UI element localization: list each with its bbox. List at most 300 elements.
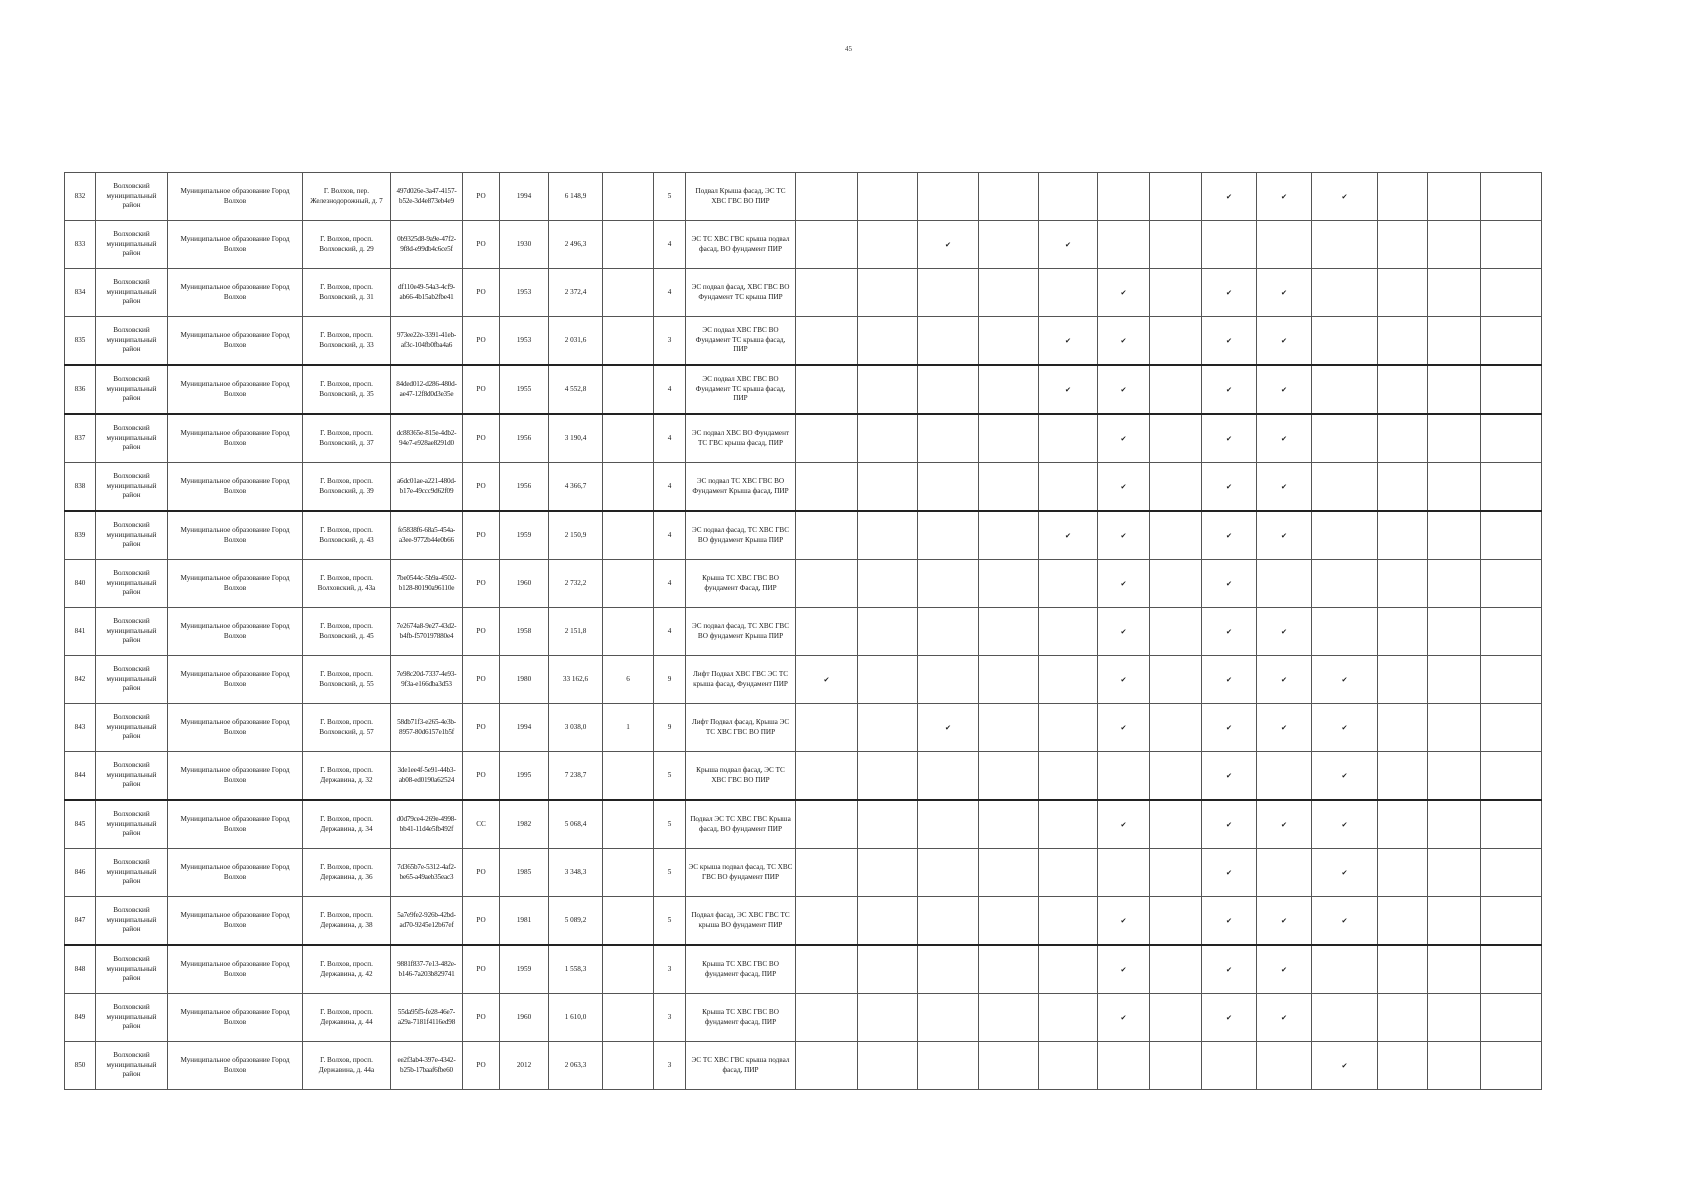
work-check-cell [1378, 608, 1428, 656]
work-check-cell: ✔ [1098, 945, 1150, 994]
table-row [65, 317, 1542, 366]
fund-form-cell: РО [463, 752, 500, 801]
work-check-cell [1481, 849, 1542, 897]
works-list-cell: Подвал ЭС ТС ХВС ГВС Крыша фасад, ВО фундамент ПИР [686, 800, 796, 849]
building-address-cell: Г. Волхов, просп. Волховский, д. 55 [303, 656, 391, 704]
work-check-cell [1150, 269, 1202, 317]
work-check-cell: ✔ [1098, 414, 1150, 463]
work-check-cell [1481, 511, 1542, 560]
work-check-cell [918, 173, 979, 221]
building-address-cell: Г. Волхов, пер. Железнодорожный, д. 7 [303, 173, 391, 221]
work-check-cell [858, 463, 918, 512]
construction-year-cell: 1960 [500, 994, 549, 1042]
work-check-cell [858, 656, 918, 704]
building-guid-cell: 3de1ee4f-5e91-44b3-ab08-ed0190a62524 [391, 752, 463, 801]
work-check-cell: ✔ [1257, 414, 1312, 463]
table-row [65, 173, 1542, 221]
work-check-cell: ✔ [1202, 656, 1257, 704]
work-check-cell [1257, 752, 1312, 801]
works-list-cell: Крыша подвал фасад, ЭС ТС ХВС ГВС ВО ПИР [686, 752, 796, 801]
fund-form-cell: РО [463, 173, 500, 221]
total-area-cell: 4 552,8 [549, 365, 603, 414]
work-check-cell: ✔ [1257, 269, 1312, 317]
work-check-cell: ✔ [1039, 221, 1098, 269]
row-number-cell: 836 [65, 365, 96, 414]
work-check-cell: ✔ [1098, 704, 1150, 752]
work-check-cell [1481, 365, 1542, 414]
work-check-cell [1312, 221, 1378, 269]
work-check-cell: ✔ [1202, 945, 1257, 994]
works-list-cell: Крыша ТС ХВС ГВС ВО фундамент фасад, ПИР [686, 945, 796, 994]
table-row [65, 269, 1542, 317]
district-name-cell: Волховский муниципальный район [96, 704, 168, 752]
district-name-cell: Волховский муниципальный район [96, 608, 168, 656]
table-row [65, 511, 1542, 560]
lift-count-cell [603, 269, 654, 317]
work-check-cell [1481, 463, 1542, 512]
work-check-cell [1039, 994, 1098, 1042]
work-check-cell [858, 752, 918, 801]
municipality-name-cell: Муниципальное образование Город Волхов [168, 656, 303, 704]
building-address-cell: Г. Волхов, просп. Волховский, д. 37 [303, 414, 391, 463]
row-number-cell: 839 [65, 511, 96, 560]
district-name-cell: Волховский муниципальный район [96, 317, 168, 366]
building-address-cell: Г. Волхов, просп. Волховский, д. 35 [303, 365, 391, 414]
work-check-cell [979, 608, 1039, 656]
work-check-cell [1150, 463, 1202, 512]
work-check-cell [979, 269, 1039, 317]
work-check-cell [1202, 221, 1257, 269]
work-check-cell [1257, 849, 1312, 897]
floor-count-cell: 9 [654, 656, 686, 704]
work-check-cell [918, 752, 979, 801]
buildings-table [64, 172, 1542, 1090]
work-check-cell [796, 317, 858, 366]
work-check-cell [1481, 317, 1542, 366]
floor-count-cell: 5 [654, 173, 686, 221]
row-number-cell: 849 [65, 994, 96, 1042]
work-check-cell: ✔ [1202, 317, 1257, 366]
building-address-cell: Г. Волхов, просп. Волховский, д. 39 [303, 463, 391, 512]
building-guid-cell: 7be0544c-5b9a-4502-b128-80190a96110e [391, 560, 463, 608]
municipality-name-cell: Муниципальное образование Город Волхов [168, 994, 303, 1042]
work-check-cell [796, 897, 858, 946]
work-check-cell [796, 608, 858, 656]
row-number-cell: 842 [65, 656, 96, 704]
work-check-cell [979, 656, 1039, 704]
work-check-cell: ✔ [1202, 994, 1257, 1042]
row-number-cell: 845 [65, 800, 96, 849]
district-name-cell: Волховский муниципальный район [96, 414, 168, 463]
work-check-cell: ✔ [1312, 752, 1378, 801]
work-check-cell [1378, 269, 1428, 317]
work-check-cell [858, 994, 918, 1042]
construction-year-cell: 1953 [500, 269, 549, 317]
work-check-cell [1039, 608, 1098, 656]
table-row [65, 849, 1542, 897]
work-check-cell [1428, 897, 1481, 946]
work-check-cell: ✔ [1257, 945, 1312, 994]
work-check-cell [1428, 173, 1481, 221]
work-check-cell [1378, 800, 1428, 849]
row-number-cell: 841 [65, 608, 96, 656]
work-check-cell [1150, 945, 1202, 994]
work-check-cell [858, 221, 918, 269]
work-check-cell [796, 414, 858, 463]
row-number-cell: 840 [65, 560, 96, 608]
municipality-name-cell: Муниципальное образование Город Волхов [168, 560, 303, 608]
floor-count-cell: 4 [654, 560, 686, 608]
work-check-cell [1428, 945, 1481, 994]
work-check-cell [1378, 414, 1428, 463]
works-list-cell: ЭС подвал ХВС ГВС ВО Фундамент ТС крыша фасад, ПИР [686, 317, 796, 366]
district-name-cell: Волховский муниципальный район [96, 365, 168, 414]
work-check-cell [979, 752, 1039, 801]
work-check-cell: ✔ [1202, 800, 1257, 849]
work-check-cell: ✔ [1257, 656, 1312, 704]
municipality-name-cell: Муниципальное образование Город Волхов [168, 221, 303, 269]
work-check-cell [1428, 414, 1481, 463]
building-guid-cell: 0b9325d8-9a9e-47f2-9f8d-e99db4c6ce5f [391, 221, 463, 269]
building-address-cell: Г. Волхов, просп. Волховский, д. 43 [303, 511, 391, 560]
table-row [65, 800, 1542, 849]
work-check-cell [1039, 849, 1098, 897]
work-check-cell [1039, 704, 1098, 752]
work-check-cell [1039, 560, 1098, 608]
lift-count-cell [603, 414, 654, 463]
floor-count-cell: 5 [654, 849, 686, 897]
fund-form-cell: РО [463, 897, 500, 946]
work-check-cell: ✔ [1257, 800, 1312, 849]
construction-year-cell: 1994 [500, 173, 549, 221]
work-check-cell [1150, 800, 1202, 849]
total-area-cell: 1 558,3 [549, 945, 603, 994]
building-address-cell: Г. Волхов, просп. Волховский, д. 29 [303, 221, 391, 269]
district-name-cell: Волховский муниципальный район [96, 221, 168, 269]
work-check-cell [858, 897, 918, 946]
table-row [65, 1042, 1542, 1090]
district-name-cell: Волховский муниципальный район [96, 752, 168, 801]
work-check-cell [858, 511, 918, 560]
row-number-cell: 850 [65, 1042, 96, 1090]
work-check-cell [1312, 945, 1378, 994]
work-check-cell [1150, 608, 1202, 656]
fund-form-cell: РО [463, 269, 500, 317]
works-list-cell: Подвал Крыша фасад, ЭС ТС ХВС ГВС ВО ПИР [686, 173, 796, 221]
work-check-cell [858, 560, 918, 608]
work-check-cell [1257, 221, 1312, 269]
construction-year-cell: 1985 [500, 849, 549, 897]
work-check-cell [1428, 994, 1481, 1042]
building-guid-cell: d0d79ce4-269e-4998-bb41-11d4e5fb492f [391, 800, 463, 849]
work-check-cell [918, 945, 979, 994]
work-check-cell [979, 994, 1039, 1042]
work-check-cell [918, 800, 979, 849]
work-check-cell: ✔ [1098, 365, 1150, 414]
work-check-cell [1428, 269, 1481, 317]
work-check-cell [796, 945, 858, 994]
work-check-cell [1378, 173, 1428, 221]
work-check-cell [1378, 1042, 1428, 1090]
work-check-cell [979, 1042, 1039, 1090]
municipality-name-cell: Муниципальное образование Город Волхов [168, 608, 303, 656]
work-check-cell [1378, 317, 1428, 366]
building-guid-cell: 55da95f5-fe28-46e7-a29a-7181f4116ed98 [391, 994, 463, 1042]
work-check-cell: ✔ [1039, 365, 1098, 414]
building-address-cell: Г. Волхов, просп. Волховский, д. 57 [303, 704, 391, 752]
building-address-cell: Г. Волхов, просп. Державина, д. 36 [303, 849, 391, 897]
row-number-cell: 846 [65, 849, 96, 897]
building-guid-cell: df110e49-54a3-4cf9-ab66-4b15ab2fbe41 [391, 269, 463, 317]
row-number-cell: 832 [65, 173, 96, 221]
work-check-cell [1039, 173, 1098, 221]
work-check-cell [796, 365, 858, 414]
construction-year-cell: 1960 [500, 560, 549, 608]
work-check-cell: ✔ [1257, 897, 1312, 946]
work-check-cell: ✔ [1098, 560, 1150, 608]
work-check-cell [1312, 414, 1378, 463]
district-name-cell: Волховский муниципальный район [96, 173, 168, 221]
fund-form-cell: РО [463, 849, 500, 897]
total-area-cell: 3 348,3 [549, 849, 603, 897]
fund-form-cell: РО [463, 463, 500, 512]
works-list-cell: ЭС крыша подвал фасад, ТС ХВС ГВС ВО фундамент ПИР [686, 849, 796, 897]
work-check-cell [858, 704, 918, 752]
municipality-name-cell: Муниципальное образование Город Волхов [168, 269, 303, 317]
table-body [65, 173, 1542, 1090]
work-check-cell: ✔ [1257, 365, 1312, 414]
building-address-cell: Г. Волхов, просп. Державина, д. 34 [303, 800, 391, 849]
work-check-cell [1378, 752, 1428, 801]
row-number-cell: 837 [65, 414, 96, 463]
fund-form-cell: РО [463, 221, 500, 269]
work-check-cell [796, 221, 858, 269]
lift-count-cell [603, 365, 654, 414]
work-check-cell: ✔ [1098, 463, 1150, 512]
total-area-cell: 7 238,7 [549, 752, 603, 801]
work-check-cell: ✔ [1098, 511, 1150, 560]
work-check-cell [1039, 463, 1098, 512]
work-check-cell [1428, 1042, 1481, 1090]
district-name-cell: Волховский муниципальный район [96, 897, 168, 946]
work-check-cell [1481, 800, 1542, 849]
work-check-cell: ✔ [1202, 173, 1257, 221]
floor-count-cell: 5 [654, 752, 686, 801]
district-name-cell: Волховский муниципальный район [96, 269, 168, 317]
work-check-cell [1481, 945, 1542, 994]
work-check-cell [1378, 365, 1428, 414]
work-check-cell [979, 849, 1039, 897]
work-check-cell [1378, 463, 1428, 512]
lift-count-cell [603, 994, 654, 1042]
work-check-cell: ✔ [1312, 704, 1378, 752]
work-check-cell [1150, 221, 1202, 269]
work-check-cell [1150, 1042, 1202, 1090]
work-check-cell [1257, 560, 1312, 608]
floor-count-cell: 4 [654, 608, 686, 656]
district-name-cell: Волховский муниципальный район [96, 994, 168, 1042]
work-check-cell: ✔ [1202, 511, 1257, 560]
construction-year-cell: 1982 [500, 800, 549, 849]
work-check-cell [979, 221, 1039, 269]
work-check-cell [918, 1042, 979, 1090]
building-guid-cell: fe5838f6-68a5-454a-a3ee-9772b44e0b66 [391, 511, 463, 560]
work-check-cell: ✔ [1039, 317, 1098, 366]
work-check-cell [796, 560, 858, 608]
work-check-cell [1039, 800, 1098, 849]
work-check-cell [1481, 897, 1542, 946]
work-check-cell: ✔ [1257, 704, 1312, 752]
fund-form-cell: РО [463, 704, 500, 752]
work-check-cell [1150, 849, 1202, 897]
total-area-cell: 5 089,2 [549, 897, 603, 946]
floor-count-cell: 3 [654, 1042, 686, 1090]
work-check-cell [796, 994, 858, 1042]
row-number-cell: 833 [65, 221, 96, 269]
work-check-cell [1312, 269, 1378, 317]
work-check-cell [1481, 221, 1542, 269]
work-check-cell [979, 463, 1039, 512]
floor-count-cell: 4 [654, 414, 686, 463]
work-check-cell [858, 414, 918, 463]
row-number-cell: 847 [65, 897, 96, 946]
works-list-cell: Крыша ТС ХВС ГВС ВО фундамент Фасад, ПИР [686, 560, 796, 608]
works-list-cell: ЭС подвал ХВС ГВС ВО Фундамент ТС крыша фасад, ПИР [686, 365, 796, 414]
municipality-name-cell: Муниципальное образование Город Волхов [168, 849, 303, 897]
work-check-cell [858, 608, 918, 656]
works-list-cell: Крыша ТС ХВС ГВС ВО фундамент фасад, ПИР [686, 994, 796, 1042]
work-check-cell: ✔ [1312, 849, 1378, 897]
total-area-cell: 6 148,9 [549, 173, 603, 221]
fund-form-cell: РО [463, 511, 500, 560]
work-check-cell: ✔ [1257, 317, 1312, 366]
work-check-cell: ✔ [1202, 704, 1257, 752]
work-check-cell [796, 269, 858, 317]
building-address-cell: Г. Волхов, просп. Державина, д. 44а [303, 1042, 391, 1090]
construction-year-cell: 1956 [500, 414, 549, 463]
work-check-cell [918, 849, 979, 897]
work-check-cell [979, 414, 1039, 463]
work-check-cell [858, 945, 918, 994]
work-check-cell [1098, 1042, 1150, 1090]
work-check-cell [1428, 365, 1481, 414]
works-list-cell: ЭС подвал ТС ХВС ГВС ВО Фундамент Крыша фасад, ПИР [686, 463, 796, 512]
row-number-cell: 848 [65, 945, 96, 994]
work-check-cell: ✔ [1257, 463, 1312, 512]
building-address-cell: Г. Волхов, просп. Волховский, д. 45 [303, 608, 391, 656]
work-check-cell [1428, 511, 1481, 560]
floor-count-cell: 4 [654, 221, 686, 269]
work-check-cell [796, 849, 858, 897]
table-row [65, 897, 1542, 946]
building-guid-cell: 497d026e-3a47-4157-b52e-3d4e873eb4e9 [391, 173, 463, 221]
work-check-cell [1378, 656, 1428, 704]
work-check-cell [1202, 1042, 1257, 1090]
total-area-cell: 2 150,9 [549, 511, 603, 560]
works-list-cell: ЭС ТС ХВС ГВС крыша подвал фасад, ВО фундамент ПИР [686, 221, 796, 269]
floor-count-cell: 4 [654, 463, 686, 512]
work-check-cell [1039, 897, 1098, 946]
district-name-cell: Волховский муниципальный район [96, 463, 168, 512]
building-guid-cell: ee2f3ab4-397e-4342-b25b-17baaf6fbe60 [391, 1042, 463, 1090]
work-check-cell [1481, 656, 1542, 704]
row-number-cell: 843 [65, 704, 96, 752]
construction-year-cell: 1930 [500, 221, 549, 269]
work-check-cell [1481, 752, 1542, 801]
work-check-cell: ✔ [1257, 511, 1312, 560]
work-check-cell [858, 269, 918, 317]
building-guid-cell: 9881f837-7e13-482e-b146-7a203b829741 [391, 945, 463, 994]
work-check-cell [918, 897, 979, 946]
construction-year-cell: 1959 [500, 945, 549, 994]
fund-form-cell: РО [463, 414, 500, 463]
work-check-cell: ✔ [918, 704, 979, 752]
work-check-cell [858, 365, 918, 414]
work-check-cell [858, 173, 918, 221]
work-check-cell [1378, 945, 1428, 994]
total-area-cell: 4 366,7 [549, 463, 603, 512]
works-list-cell: Лифт Подвал фасад, Крыша ЭС ТС ХВС ГВС ВО ПИР [686, 704, 796, 752]
fund-form-cell: РО [463, 317, 500, 366]
work-check-cell: ✔ [1202, 752, 1257, 801]
building-address-cell: Г. Волхов, просп. Волховский, д. 33 [303, 317, 391, 366]
work-check-cell [1150, 560, 1202, 608]
lift-count-cell [603, 1042, 654, 1090]
work-check-cell [1378, 560, 1428, 608]
lift-count-cell [603, 752, 654, 801]
work-check-cell: ✔ [1257, 173, 1312, 221]
total-area-cell: 3 190,4 [549, 414, 603, 463]
total-area-cell: 3 038,0 [549, 704, 603, 752]
work-check-cell [1150, 994, 1202, 1042]
page-number: 45 [845, 45, 852, 53]
works-list-cell: Лифт Подвал ХВС ГВС ЭС ТС крыша фасад, Фундамент ПИР [686, 656, 796, 704]
building-address-cell: Г. Волхов, просп. Державина, д. 44 [303, 994, 391, 1042]
work-check-cell [1150, 656, 1202, 704]
work-check-cell [1150, 752, 1202, 801]
work-check-cell [1098, 752, 1150, 801]
work-check-cell [1481, 994, 1542, 1042]
work-check-cell [918, 317, 979, 366]
total-area-cell: 5 068,4 [549, 800, 603, 849]
municipality-name-cell: Муниципальное образование Город Волхов [168, 704, 303, 752]
work-check-cell: ✔ [1202, 414, 1257, 463]
district-name-cell: Волховский муниципальный район [96, 560, 168, 608]
work-check-cell: ✔ [1098, 994, 1150, 1042]
fund-form-cell: РО [463, 945, 500, 994]
work-check-cell [979, 173, 1039, 221]
municipality-name-cell: Муниципальное образование Город Волхов [168, 317, 303, 366]
table-row [65, 945, 1542, 994]
table-row [65, 656, 1542, 704]
fund-form-cell: РО [463, 608, 500, 656]
fund-form-cell: РО [463, 1042, 500, 1090]
floor-count-cell: 9 [654, 704, 686, 752]
building-guid-cell: dc88365e-815e-4db2-94e7-e928ae8291d0 [391, 414, 463, 463]
work-check-cell [1098, 849, 1150, 897]
lift-count-cell [603, 173, 654, 221]
building-guid-cell: 7d365b7e-5312-4af2-be65-a49aeb35eac3 [391, 849, 463, 897]
fund-form-cell: РО [463, 656, 500, 704]
work-check-cell [1098, 173, 1150, 221]
lift-count-cell [603, 608, 654, 656]
work-check-cell: ✔ [1098, 897, 1150, 946]
construction-year-cell: 1959 [500, 511, 549, 560]
work-check-cell [796, 752, 858, 801]
lift-count-cell [603, 221, 654, 269]
work-check-cell [1378, 897, 1428, 946]
floor-count-cell: 5 [654, 800, 686, 849]
